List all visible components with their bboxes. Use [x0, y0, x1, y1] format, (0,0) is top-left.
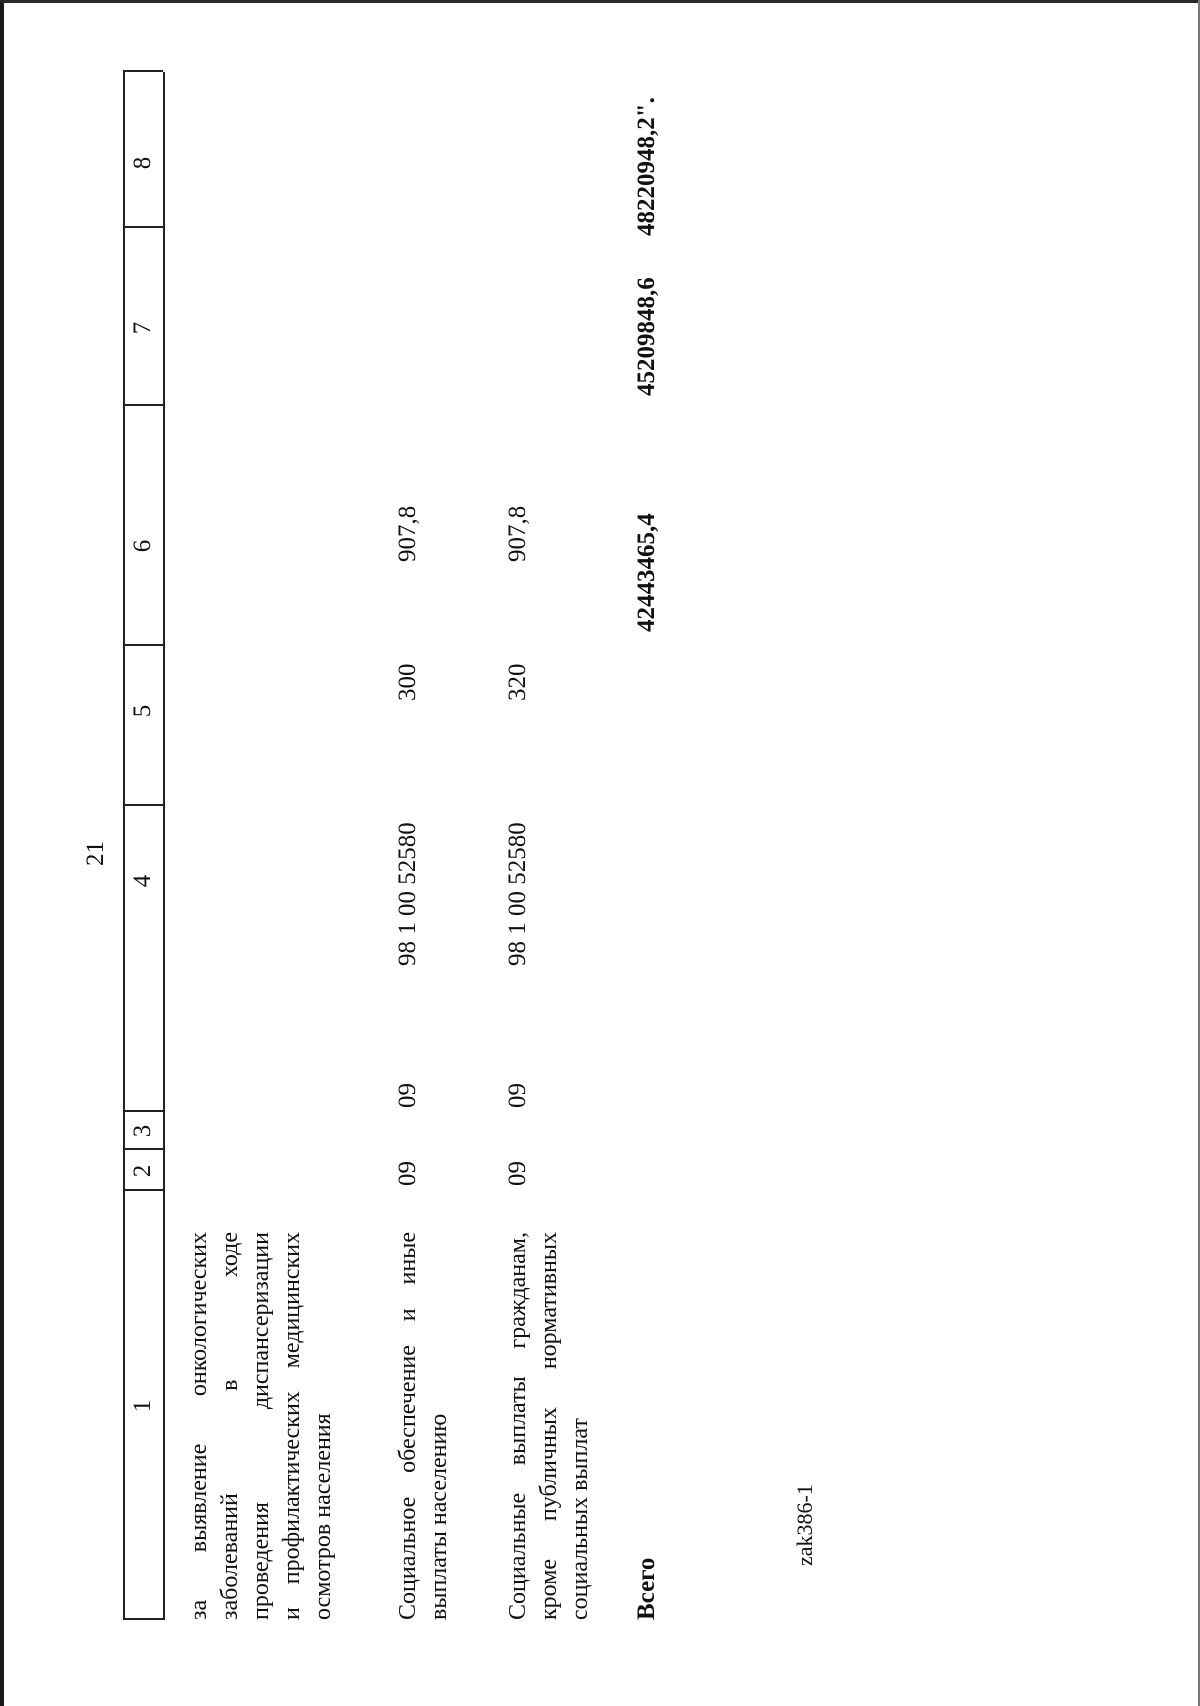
table-row-name: Социальные выплаты гражданам, кроме публичных нормативных социальных выплат [505, 1232, 593, 1620]
table-cell-col4: 98 1 00 52580 [394, 822, 421, 966]
table-row-name: Социальное обеспечение и иные выплаты населению [395, 1232, 452, 1620]
total-col6: 42443465,4 [633, 513, 660, 632]
table-cell-col5: 320 [504, 663, 531, 701]
table-cell-col5: 300 [394, 663, 421, 701]
table-row-name: за выявление онкологических заболеваний в ходе проведения диспансеризации и профилактических медицинских осмотров населения [186, 1232, 336, 1620]
column-number-7: 7 [129, 321, 156, 335]
column-number-2: 2 [129, 1164, 156, 1178]
column-number-8: 8 [129, 156, 156, 170]
footer-code: zak386-1 [792, 1484, 817, 1566]
table-cell-col6: 907,8 [504, 505, 531, 562]
column-number-5: 5 [129, 704, 156, 718]
total-col8: 48220948,2". [633, 97, 660, 236]
header-line-bottom [163, 72, 165, 1620]
total-col7: 45209848,6 [633, 277, 660, 396]
header-line-top [123, 72, 125, 1620]
table-cell-col3: 09 [504, 1083, 531, 1108]
page-number: 21 [82, 841, 109, 866]
table-cell-col6: 907,8 [394, 505, 421, 562]
total-label: Всего [633, 1557, 660, 1620]
column-number-1: 1 [129, 1399, 156, 1413]
column-number-3: 3 [129, 1124, 156, 1138]
table-cell-col2: 09 [394, 1161, 421, 1186]
table-cell-col4: 98 1 00 52580 [504, 822, 531, 966]
column-number-4: 4 [129, 874, 156, 888]
column-number-6: 6 [129, 539, 156, 553]
table-cell-col2: 09 [504, 1161, 531, 1186]
table-cell-col3: 09 [394, 1083, 421, 1108]
